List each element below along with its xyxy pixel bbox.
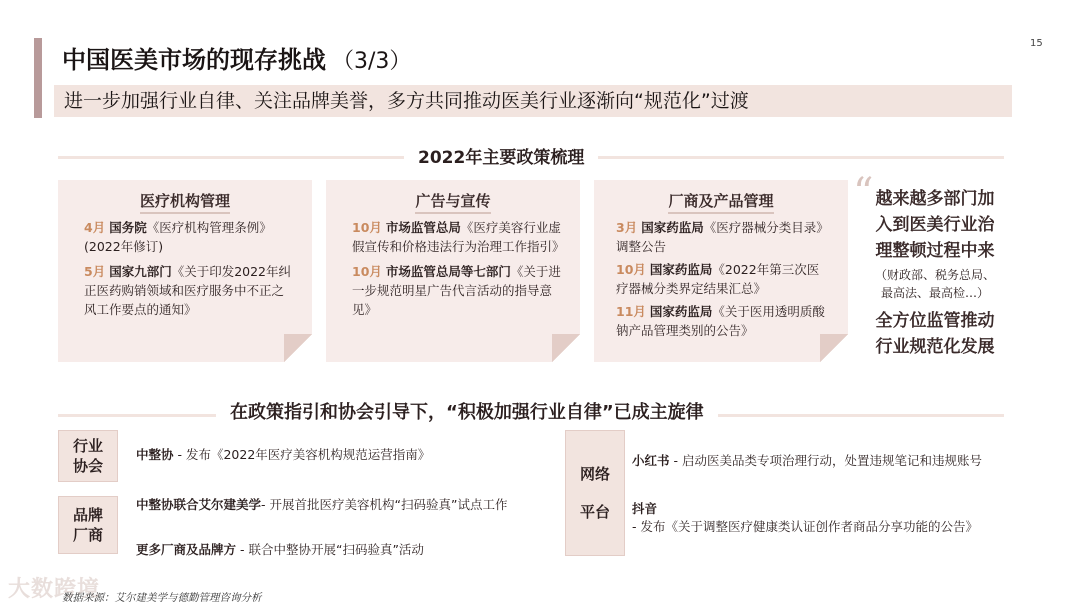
side-summary-line: 全方位监管推动 <box>875 311 995 331</box>
side-summary-line: 理整顿过程中来 <box>875 241 995 261</box>
page-number: 15 <box>1030 38 1043 49</box>
card-title: 医疗机构管理 <box>140 192 230 214</box>
side-summary-note: 最高法、最高检…） <box>880 286 989 300</box>
page-title: 中国医美市场的现存挑战 （3/3） <box>62 46 412 74</box>
policy-item: 10月 市场监管总局《医疗美容行业虚假宣传和价格违法行为治理工作指引》 <box>352 220 565 254</box>
policy-item: 5月 国家九部门《关于印发2022年纠正医药购销领域和医疗服务中不正之风工作要点的通知》 <box>84 264 292 317</box>
page-fold-decoration <box>284 334 312 362</box>
page-subtitle: 进一步加强行业自律、关注品牌美誉，多方共同推动医美行业逐渐向“规范化”过渡 <box>54 85 1012 117</box>
tag-brand-manufacturers: 品牌 厂商 <box>58 496 118 554</box>
brand-line: 更多厂商及品牌方 - 联合中整协开展“扫码验真”活动 <box>136 542 424 557</box>
policy-item: 10月 市场监管总局等七部门《关于进一步规范明星广告代言活动的指导意见》 <box>352 264 561 317</box>
brand-line: 中整协联合艾尔建美学- 开展首批医疗美容机构“扫码验真”试点工作 <box>136 497 508 512</box>
page-fold-decoration <box>552 334 580 362</box>
section2-heading: 在政策指引和协会引导下，“积极加强行业自律”已成主旋律 <box>216 398 718 424</box>
side-summary-note: （财政部、税务总局、 <box>874 268 995 282</box>
association-line: 中整协 - 发布《2022年医疗美容机构规范运营指南》 <box>136 447 431 462</box>
policy-card-medical-institutions <box>58 180 312 362</box>
side-summary <box>860 186 1010 360</box>
platform-line: 小红书 - 启动医美品类专项治理行动，处置违规笔记和违规账号 <box>632 453 982 468</box>
side-summary-line: 行业规范化发展 <box>875 337 995 357</box>
page-fold-decoration <box>820 334 848 362</box>
section1-heading: 2022年主要政策梳理 <box>404 143 598 168</box>
policy-card-manufacturers <box>594 180 848 362</box>
policy-item: 10月 国家药监局《2022年第三次医疗器械分类界定结果汇总》 <box>616 262 820 296</box>
platform-line: 抖音 - 发布《关于调整医疗健康类认证创作者商品分享功能的公告》 <box>632 501 978 534</box>
policy-item: 4月 国务院《医疗机构管理条例》(2022年修订) <box>84 220 272 254</box>
page-title-suffix: （3/3） <box>332 49 412 74</box>
card-title: 厂商及产品管理 <box>668 192 773 214</box>
side-summary-line: 入到医美行业治 <box>875 215 995 235</box>
title-accent-bar <box>34 38 42 118</box>
policy-item: 11月 国家药监局《关于医用透明质酸钠产品管理类别的公告》 <box>616 304 825 338</box>
policy-card-advertising <box>326 180 580 362</box>
tag-industry-association: 行业 协会 <box>58 430 118 482</box>
quote-mark-icon: “ <box>853 170 874 216</box>
card-title: 广告与宣传 <box>415 192 490 214</box>
policy-item: 3月 国家药监局《医疗器械分类目录》调整公告 <box>616 220 829 254</box>
source-note: 数据来源：艾尔建美学与德勤管理咨询分析 <box>62 592 262 604</box>
side-summary-line: 越来越多部门加 <box>875 189 995 209</box>
watermark: 大数跨境 <box>8 577 101 602</box>
tag-online-platforms: 网络 平台 <box>565 430 625 556</box>
